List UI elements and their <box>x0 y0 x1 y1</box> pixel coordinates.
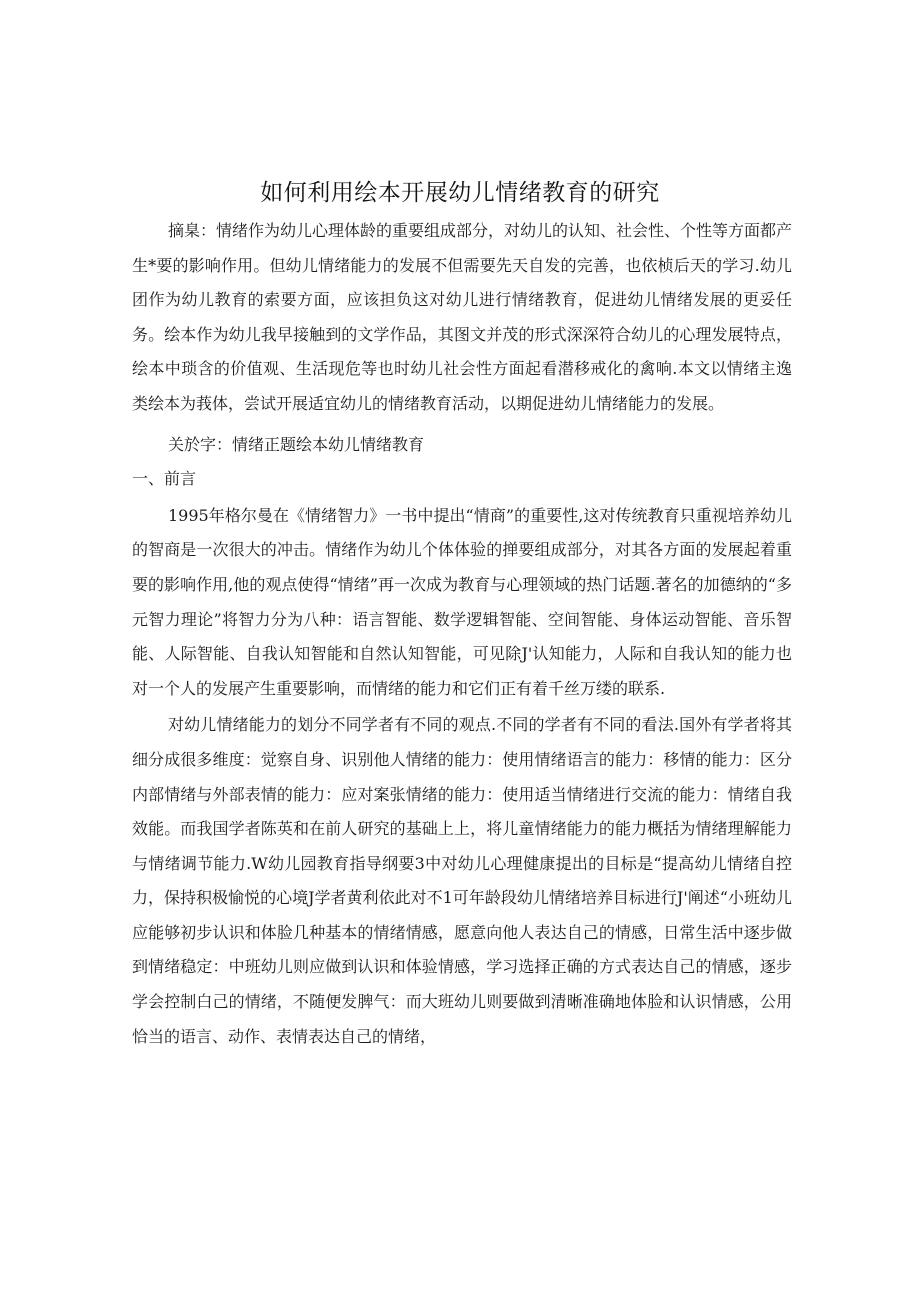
body-paragraph-1: 1995年格尔曼在《情绪智力》一书中提出“情商”的重要性,这对传统教育只重视培养幼儿的智商是一次很大的冲击。情绪作为幼儿个体体验的掸要组成部分，对其各方面的发展起着重要的影响作用,他的观点使得“情绪”再一次成为教育与心理领域的热门话题.著名的加德纳的“多元智力理论”将智力分为八种：语言智能、数学逻辑智能、空间智能、身体运动智能、音乐智能、人际智能、自我认知智能和自然认知智能，可见除J'认知能力，人际和自我认知的能力也对一个人的发展产生重要影响，而情绪的能力和它们正有着千丝万缕的联系. <box>132 505 792 698</box>
abstract-paragraph: 摘臬：情绪作为幼儿心理体龄的重要组成部分，对幼儿的认知、社会性、个性等方面都产生*要的影响作用。但幼儿情绪能力的发展不但需要先天自发的完善，也依桢后天的学习.幼儿团作为幼儿教育的索要方面，应该担负这对幼儿进行情绪教育，促进幼儿情绪发展的更妥任务。绘本作为幼儿我早接触到的文学作品，其图文并茂的形式深深符合幼儿的心理发展特点，绘本中琐含的价值观、生活现危等也时幼儿社会性方面起看潜移戒化的禽响.本文以情绪主逸类绘本为莪体，尝试开展适宜幼儿的情绪教育活动，以期促进幼儿情绪能力的发展。 <box>132 221 793 413</box>
section-heading-preface: 一、前言 <box>132 469 197 489</box>
document-body <box>132 214 792 1054</box>
keywords-line: 关於字：情绪正题绘本幼儿情绪教育 <box>168 434 425 454</box>
document-title: 如何利用绘本开展幼儿情绪教育的研究 <box>260 180 660 206</box>
body-paragraph-2: 对幼儿情绪能力的划分不同学者有不同的观点.不同的学者有不同的看法.国外有学者将其细分成很多维度：觉察自身、识别他人情绪的能力：使用情绪语言的能力：移情的能力：区分内部情绪与外部表情的能力：应对案张情绪的能力：使用适当情绪进行交流的能力：情绪自我效能。而我国学者陈英和在前人研究的基础上上，将儿童情绪能力的能力概括为情绪理解能力与情绪调节能力.W幼儿园教育指导纲要3中对幼儿心理健康提出的目标是“提高幼儿情绪自控力，保持积极愉悦的心境J学者黄利依此对不1可年龄段幼儿情绪培养目标进行J'阐述“小班幼儿应能够初步认识和体脸几种基本的情绪情感，愿意向他人表达自己的情感，日常生活中逐步做到情绪稳定：中班幼儿则应做到认识和体验情感，学习选择正确的方式表达自己的情感，逐步学会控制白己的情绪，不随便发脾气：而大班幼儿则要做到清晰准确地体脸和认识情感，公用恰当的语言、动作、表情表达自己的情绪， <box>132 715 792 1046</box>
